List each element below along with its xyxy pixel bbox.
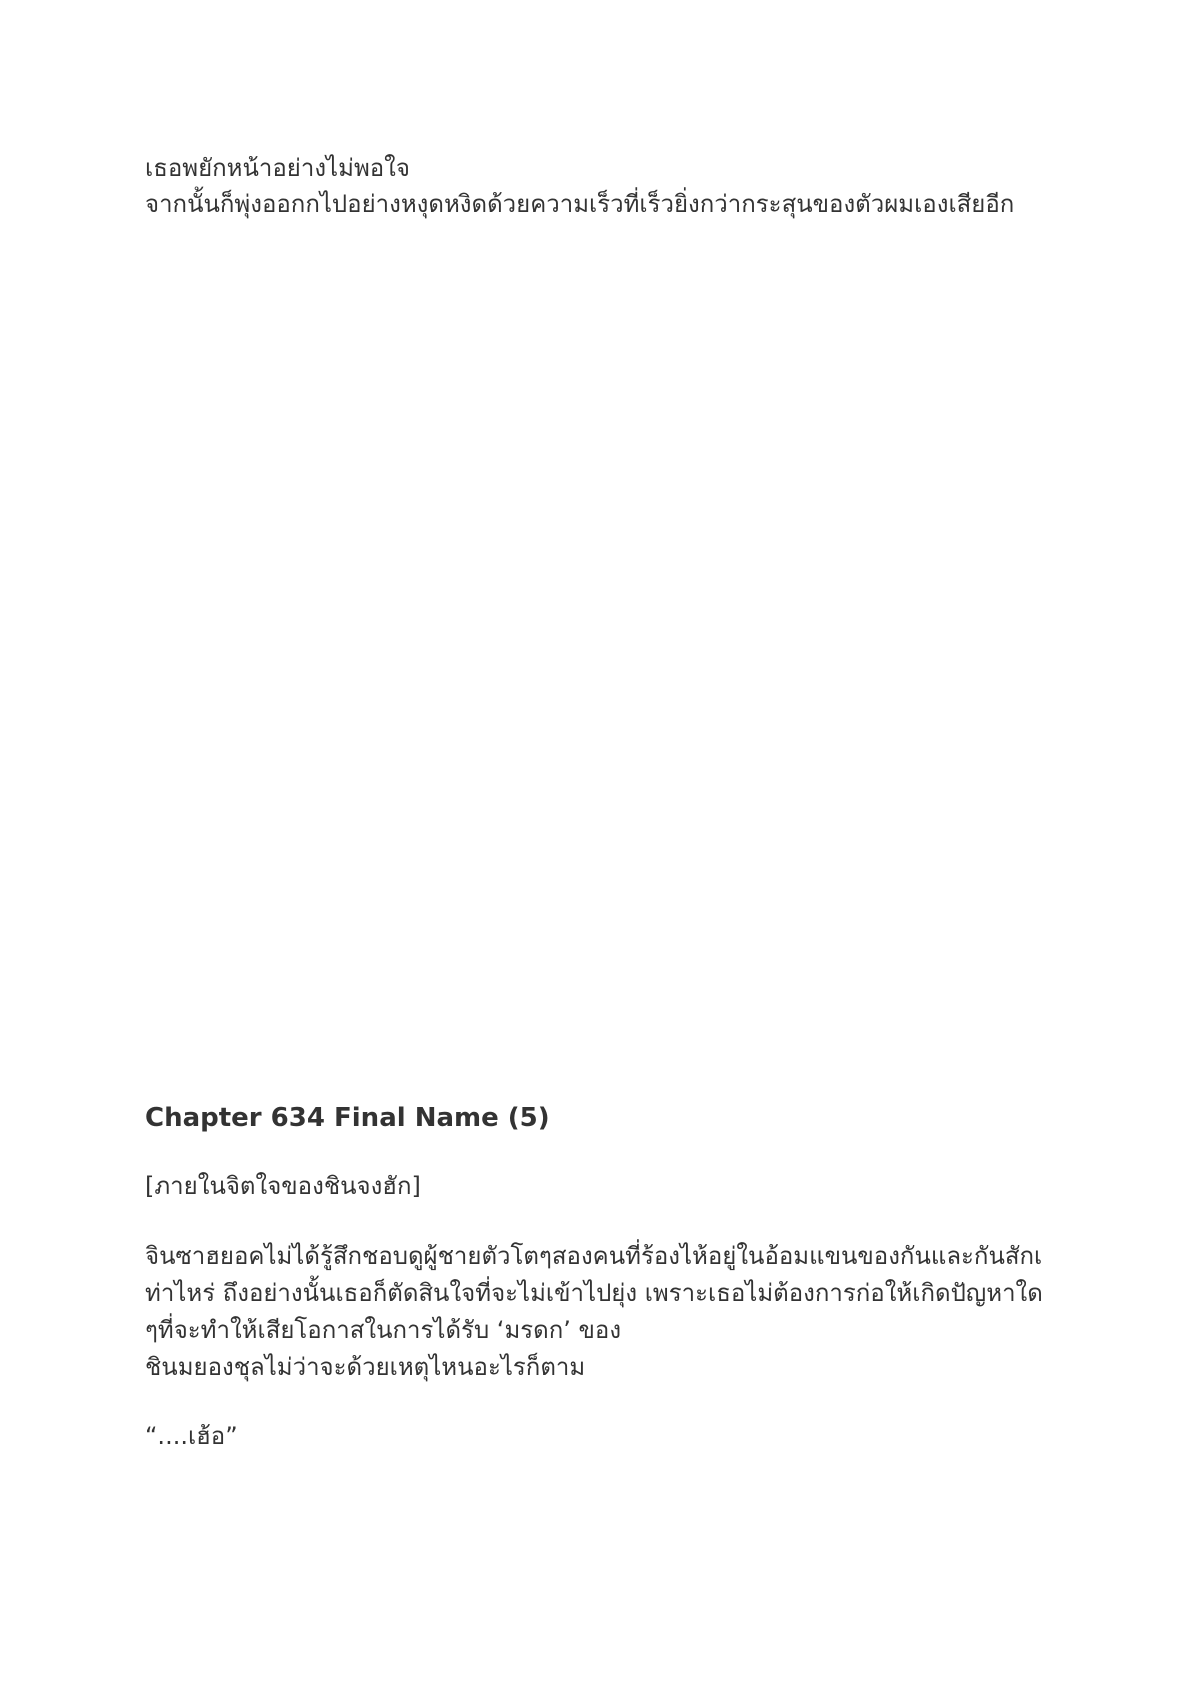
text-line: เธอพยักหน้าอย่างไม่พอใจ bbox=[145, 154, 410, 182]
text-line: จินซาฮยอคไม่ได้รู้สึกชอบดูผู้ชายตัวโตๆสองคนที่ร้องไห้อยู่ในอ้อมแขนของกันและกันสักเ bbox=[145, 1242, 1043, 1270]
text-line: ท่าไหร่ ถึงอย่างนั้นเธอก็ตัดสินใจที่จะไม่เข้าไปยุ่ง เพราะเธอไม่ต้องการก่อให้เกิดปัญหาใด bbox=[145, 1279, 1043, 1307]
chapter-title: Chapter 634 Final Name (5) bbox=[145, 1103, 550, 1133]
text-line: จากนั้นก็พุ่งออกกไปอย่างหงุดหงิดด้วยความเร็วที่เร็วยิ่งกว่ากระสุนของตัวผมเองเสียอีก bbox=[145, 190, 1015, 218]
text-line: ๆที่จะทำให้เสียโอกาสในการได้รับ ‘มรดก’ ของ bbox=[145, 1316, 622, 1344]
body-paragraph bbox=[145, 1238, 1055, 1386]
scene-marker bbox=[145, 1168, 1055, 1204]
dialogue-text: “....เฮ้อ” bbox=[145, 1422, 238, 1450]
scene-marker-text: [ภายในจิตใจของชินจงฮัก] bbox=[145, 1172, 421, 1200]
text-line: ชินมยองชุลไม่ว่าจะด้วยเหตุไหนอะไรก็ตาม bbox=[145, 1353, 586, 1381]
opening-paragraph bbox=[145, 150, 1055, 222]
dialogue-line bbox=[145, 1418, 1055, 1454]
